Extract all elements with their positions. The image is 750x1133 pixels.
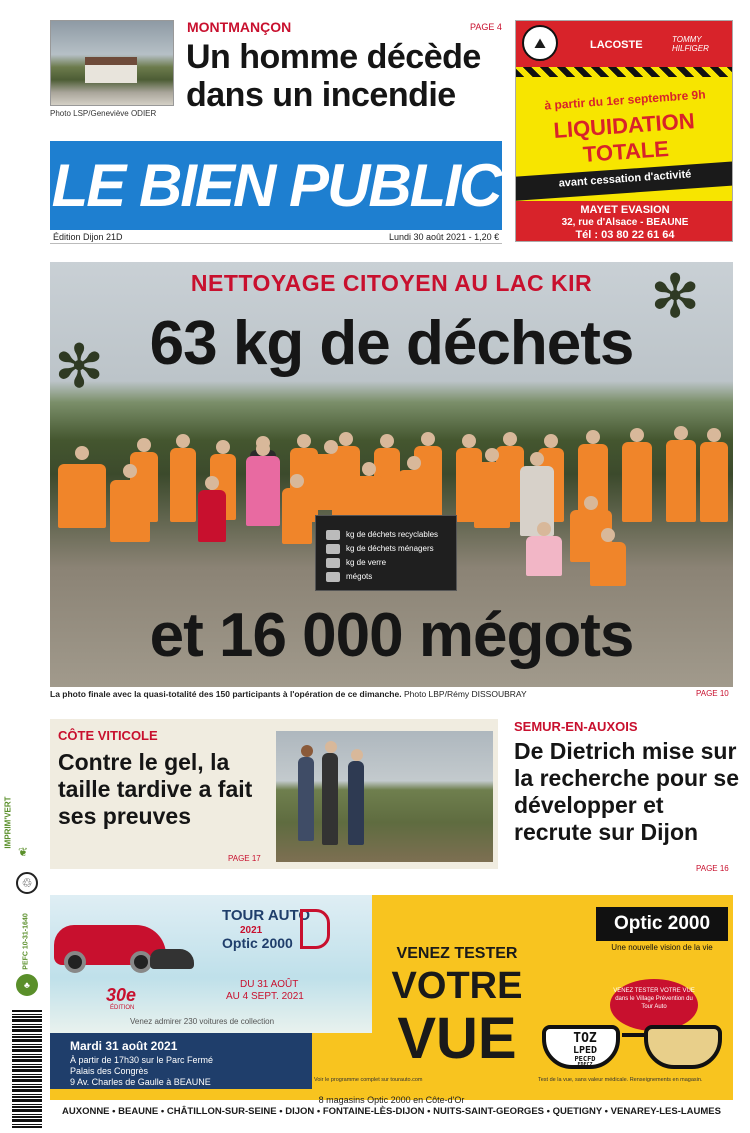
pefc-text: PEFC 10-31-1640 xyxy=(22,913,30,970)
results-sign xyxy=(315,515,457,591)
semur-story-page[interactable]: PAGE 16 xyxy=(696,864,729,873)
ad-cessation-line: avant cessation d'activité xyxy=(558,168,692,190)
glasses-icon xyxy=(538,1019,726,1071)
eye-chart-line: TOZ xyxy=(573,1031,597,1046)
main-story-photo[interactable] xyxy=(50,262,733,687)
sign-item: kg de déchets recyclables xyxy=(346,530,439,539)
main-story-page[interactable]: PAGE 10 xyxy=(696,689,729,698)
glasses-bridge xyxy=(622,1033,644,1039)
event-address: 9 Av. Charles de Gaulle à BEAUNE xyxy=(70,1077,211,1087)
masthead-rule xyxy=(50,243,502,244)
pefc-label xyxy=(12,913,42,970)
ad-liquidation[interactable] xyxy=(515,20,733,242)
right-lens xyxy=(644,1025,722,1069)
top-story-page[interactable]: PAGE 4 xyxy=(470,22,502,32)
top-story-photo xyxy=(50,20,174,106)
masthead[interactable] xyxy=(50,141,502,230)
ad-address: 32, rue d'Alsace - BEAUNE xyxy=(561,217,689,228)
event-date: Mardi 31 août 2021 xyxy=(70,1039,178,1053)
hazard-stripes xyxy=(516,67,733,77)
tour-title: TOUR AUTO xyxy=(222,907,311,924)
optic-brand-logo: Optic 2000 xyxy=(596,907,728,941)
sign-item: kg de verre xyxy=(346,558,387,567)
eye-chart-line: PECFD xyxy=(574,1055,596,1063)
cta-big-1: VOTRE xyxy=(391,965,523,1007)
palm-tree-icon: ✻ xyxy=(54,333,105,400)
event-place: Palais des Congrès xyxy=(70,1066,149,1076)
wine-story-page[interactable]: PAGE 17 xyxy=(228,854,261,863)
event-time: À partir de 17h30 sur le Parc Fermé xyxy=(70,1055,214,1065)
tour-dates-end: AU 4 SEPT. 2021 xyxy=(226,991,304,1002)
ad-phone: Tél : 03 80 22 61 64 xyxy=(575,229,675,241)
semur-story-headline[interactable]: De Dietrich mise sur la recherche pour se développer et recrute sur Dijon xyxy=(514,738,739,845)
main-photo-caption xyxy=(50,689,527,699)
wine-story-photo xyxy=(276,731,493,862)
second-car-icon xyxy=(150,949,194,969)
ad-legal-left: Voir le programme complet sur tourauto.com xyxy=(314,1077,423,1083)
sign-item: kg de déchets ménagers xyxy=(346,544,434,553)
main-headline-top: 63 kg de déchets xyxy=(149,309,634,378)
shop-logo-icon: ⛰ xyxy=(522,25,558,61)
masthead-title: LE BIEN PUBLIC xyxy=(51,152,501,219)
caption-credit: Photo LBP/Rémy DISSOUBRAY xyxy=(403,689,527,699)
ad-liquidation-header xyxy=(516,21,733,67)
semur-story-kicker: SEMUR-EN-AUXOIS xyxy=(514,719,638,734)
wine-story-headline[interactable]: Contre le gel, la taille tardive a fait ses preuves xyxy=(58,749,253,829)
imprimvert-text: IMPRIM'VERT xyxy=(3,796,13,849)
caption-text: La photo finale avec la quasi-totalité des 150 participants à l'opération de ce dimanche. xyxy=(50,689,402,699)
stores-count: 8 magasins Optic 2000 en Côte-d'Or xyxy=(318,1095,465,1105)
ad-shop-name: MAYET EVASION xyxy=(580,204,670,216)
ad-brand: LACOSTE xyxy=(590,39,643,51)
sign-item: mégots xyxy=(346,572,373,581)
ad-liquidation-title: LIQUIDATION TOTALE xyxy=(552,108,696,167)
eye-chart-line: EDFCZ xyxy=(577,1062,593,1068)
wheel-icon xyxy=(130,951,152,973)
tour-sponsor: Optic 2000 xyxy=(222,935,293,951)
tour-logo-icon xyxy=(300,909,330,949)
tour-year: 2021 xyxy=(240,925,263,936)
event-info-box xyxy=(50,1033,312,1089)
edition-label: Édition Dijon 21D xyxy=(53,232,123,242)
wheel-icon xyxy=(64,951,86,973)
main-headline-bottom: et 16 000 mégots xyxy=(149,601,634,670)
recycle-icon: ♲ xyxy=(16,872,38,894)
top-story-kicker[interactable]: MONTMANÇON xyxy=(187,19,292,35)
optic-tagline: Une nouvelle vision de la vie xyxy=(611,943,713,952)
left-lens xyxy=(542,1025,620,1069)
ad-brand-2: TOMMY HILFIGER xyxy=(672,35,709,53)
top-photo-credit: Photo LSP/Geneviève ODIER xyxy=(50,109,157,118)
edition-label: ÉDITION xyxy=(110,1005,135,1011)
edition-number: 30e xyxy=(106,985,137,1005)
cta-big-2: VUE xyxy=(397,1006,517,1071)
stores-list: AUXONNE • BEAUNE • CHÂTILLON-SUR-SEINE • DIJON • FONTAINE-LÈS-DIJON • NUITS-SAINT-GEORGES • QUETIGNY • VENAREY-LES-LAUMES xyxy=(62,1106,721,1117)
date-price: Lundi 30 août 2021 - 1,20 € xyxy=(389,232,500,242)
ad-footer xyxy=(516,201,733,242)
top-story-headline[interactable]: Un homme décède dans un incendie xyxy=(186,38,481,114)
visit-text: Venez admirer 230 voitures de collection xyxy=(130,1017,275,1026)
ad-legal-right: Test de la vue, sans valeur médicale. Renseignements en magasin. xyxy=(538,1077,703,1083)
eye-chart-line: LPED xyxy=(572,1045,598,1056)
tour-auto-panel xyxy=(50,895,372,1033)
wine-story-kicker: CÔTE VITICOLE xyxy=(58,728,158,743)
cta-small: VENEZ TESTER xyxy=(396,945,518,962)
main-story-kicker: NETTOYAGE CITOYEN AU LAC KIR xyxy=(190,270,593,296)
promo-badge: VENEZ TESTER VOTRE VUE dans le Village Prévention du Tour Auto xyxy=(610,979,698,1031)
pefc-tree-icon: ♣ xyxy=(16,974,38,996)
palm-tree-icon: ✻ xyxy=(650,263,701,330)
tour-dates-start: DU 31 AOÛT xyxy=(240,979,299,990)
ad-optic2000[interactable] xyxy=(50,895,733,1100)
leaf-icon: ❦ xyxy=(18,845,29,859)
barcode xyxy=(12,1010,42,1128)
ad-date-line: à partir du 1er septembre 9h xyxy=(544,87,706,113)
